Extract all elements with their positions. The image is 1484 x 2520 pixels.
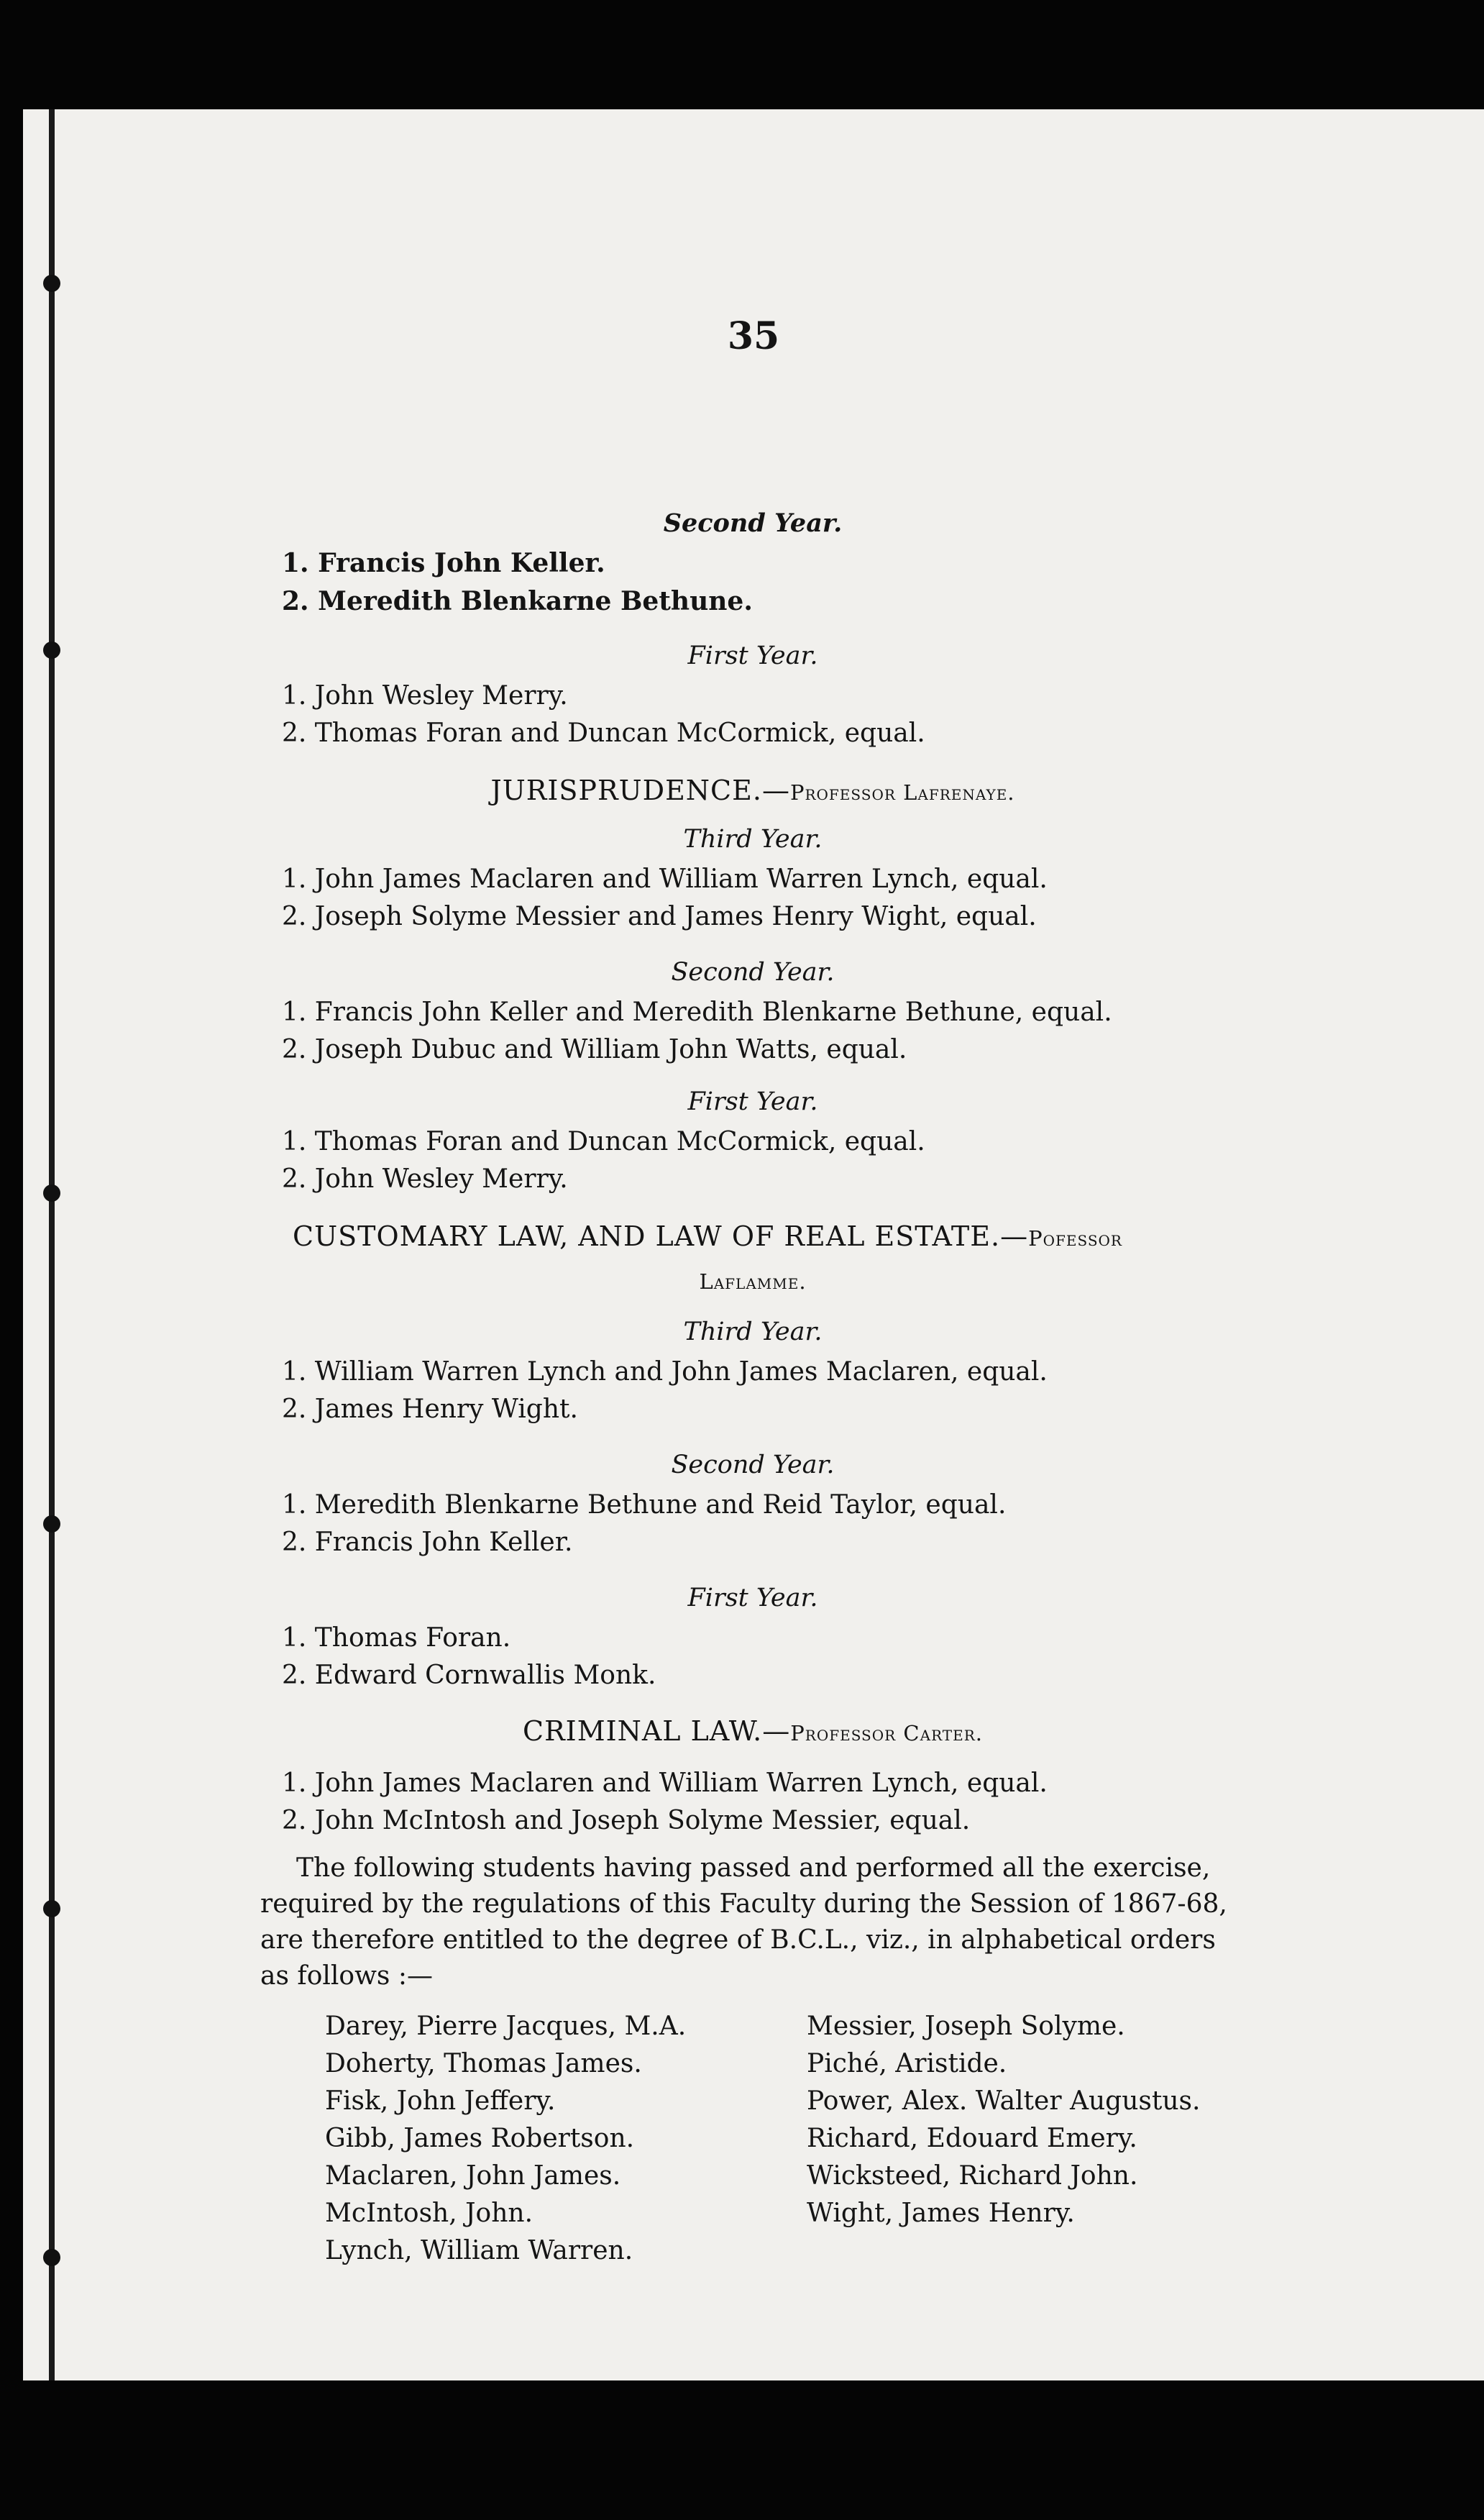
paragraph-line: required by the regulations of this Faculty during the Session of 1867-68, [260,1889,1227,1919]
binding-stitch [43,1515,60,1533]
binding-stitch [43,642,60,659]
list-item: 1. John James Maclaren and William Warren Lynch, equal. [282,1768,1048,1798]
graduate-name: Gibb, James Robertson. [325,2124,635,2153]
paragraph-line: are therefore entitled to the degree of B.C.L., viz., in alphabetical orders [260,1925,1216,1955]
list-item: 1. Thomas Foran. [282,1623,511,1653]
graduate-name: Wicksteed, Richard John. [807,2161,1138,2191]
list-item: 1. Meredith Blenkarne Bethune and Reid Taylor, equal. [282,1490,1007,1520]
list-item: 2. Edward Cornwallis Monk. [282,1661,656,1690]
graduate-name: Darey, Pierre Jacques, M.A. [325,2012,687,2041]
graduate-name: Richard, Edouard Emery. [807,2124,1137,2153]
list-item: 2. Meredith Blenkarne Bethune. [282,586,753,616]
section-title: CUSTOMARY LAW, AND LAW OF REAL ESTATE.— [293,1220,1029,1252]
paragraph-line: The following students having passed and performed all the exercise, [296,1853,1211,1883]
year-heading: Second Year. [671,958,835,987]
professor-name: Professor Carter. [790,1721,983,1745]
graduate-name: Lynch, William Warren. [325,2236,633,2265]
year-heading: First Year. [687,642,818,670]
list-item: 2. Francis John Keller. [282,1528,573,1557]
section-heading-continued [260,1264,1245,1295]
year-heading: Second Year. [663,508,843,538]
binding-stitch [43,275,60,292]
list-item: 1. John James Maclaren and William Warren Lynch, equal. [282,864,1048,894]
graduate-name: McIntosh, John. [325,2199,533,2228]
list-item: 1. Francis John Keller. [282,548,605,578]
section-heading [260,1715,1245,1747]
graduate-name: Doherty, Thomas James. [325,2049,642,2078]
professor-name: Laflamme. [699,1269,807,1294]
section-heading [293,1220,1122,1252]
graduate-name: Fisk, John Jeffery. [325,2086,556,2116]
section-title: JURISPRUDENCE.— [490,775,790,806]
list-item: 2. Joseph Dubuc and William John Watts, equal. [282,1035,907,1064]
list-item: 1. William Warren Lynch and John James Maclaren, equal. [282,1357,1048,1387]
list-item: 1. John Wesley Merry. [282,681,568,711]
binding-stitch [43,1900,60,1917]
paragraph-line: as follows :— [260,1961,433,1991]
year-heading: Third Year. [683,1318,823,1346]
graduate-name: Wight, James Henry. [807,2199,1075,2228]
document-page [23,109,1484,2380]
binding-stitch [43,1184,60,1202]
graduate-name: Messier, Joseph Solyme. [807,2012,1125,2041]
year-heading: Third Year. [683,825,823,854]
year-heading: First Year. [687,1087,818,1116]
graduate-name: Piché, Aristide. [807,2049,1007,2078]
binding-edge [49,109,55,2380]
list-item: 2. Joseph Solyme Messier and James Henry Wight, equal. [282,902,1037,931]
list-item: 2. John Wesley Merry. [282,1164,568,1194]
graduate-name: Maclaren, John James. [325,2161,621,2191]
list-item: 2. James Henry Wight. [282,1394,578,1424]
professor-name: Professor Lafrenaye. [789,780,1015,805]
page-number: 35 [727,314,780,358]
section-title: CRIMINAL LAW.— [523,1715,791,1747]
professor-name: Pofessor [1028,1226,1122,1251]
year-heading: Second Year. [671,1451,835,1479]
list-item: 2. Thomas Foran and Duncan McCormick, equal. [282,718,925,748]
section-heading [260,775,1245,806]
year-heading: First Year. [687,1584,818,1612]
list-item: 1. Francis John Keller and Meredith Blenkarne Bethune, equal. [282,998,1112,1027]
graduate-name: Power, Alex. Walter Augustus. [807,2086,1201,2116]
list-item: 2. John McIntosh and Joseph Solyme Messier, equal. [282,1806,971,1835]
binding-stitch [43,2249,60,2266]
list-item: 1. Thomas Foran and Duncan McCormick, equal. [282,1127,925,1156]
